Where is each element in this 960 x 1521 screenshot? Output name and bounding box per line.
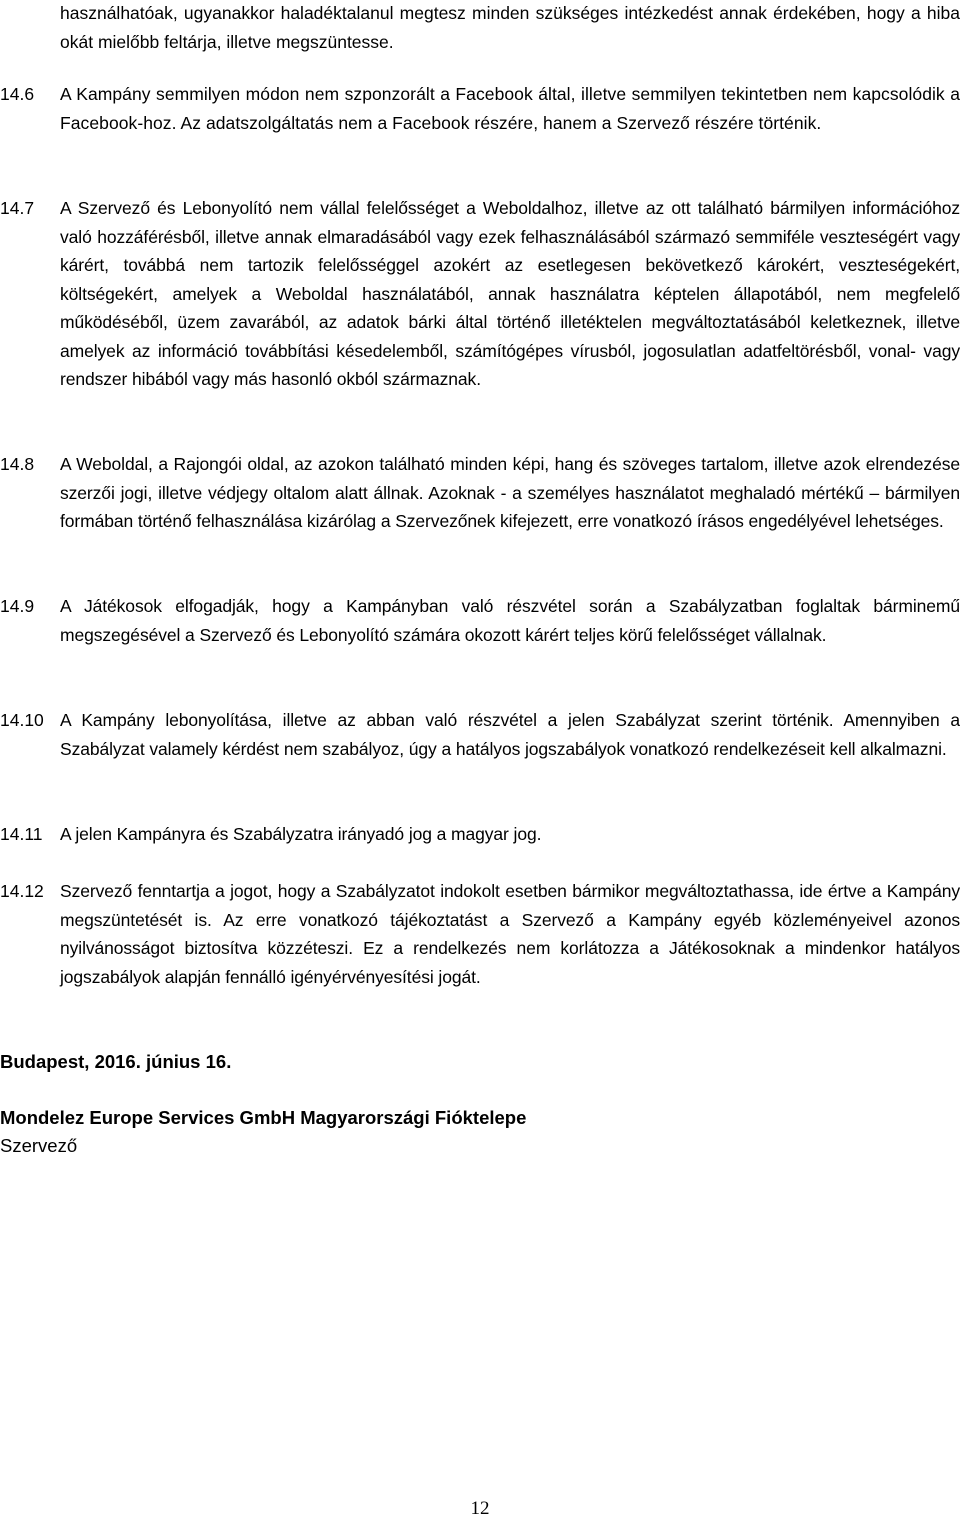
section-text: A Szervező és Lebonyolító nem vállal felelősséget a Weboldalhoz, illetve az ott található bármilyen információhoz való hozzáférésből, illetve annak elmaradásából vagy ezek felhasználásából származó semmiféle veszteségért vagy kárért, továbbá nem tartozik felelősséggel azokért az esetlegesen bekövetkező károkért, veszteségekért, költségekért, amelyek a Weboldal használatából, annak használatra képtelen állapotából, nem megfelelő működéséből, üzem zavarából, az adatok bárki által történő illetéktelen megváltoztatásából keletkeznek, illetve amelyek az információ továbbítási késedelemből, számítógépes vírusból, jogosulatlan adatfeltörésből, vonal- vagy rendszer hibából vagy más hasonló okból származnak. bbox=[60, 198, 960, 389]
organizer-role: Szervező bbox=[0, 1135, 78, 1156]
section-number: 14.8 bbox=[0, 454, 35, 474]
page-number: 12 bbox=[470, 1498, 490, 1519]
organizer-name: Mondelez Europe Services GmbH Magyarországi Fióktelepe bbox=[0, 1107, 527, 1128]
section-number: 14.9 bbox=[0, 596, 35, 616]
section-text: Szervező fenntartja a jogot, hogy a Szabályzatot indokolt esetben bármikor megváltoztathassa, ide értve a Kampány megszüntetését is. Az erre vonatkozó tájékoztatást a Szervező a Kampány egyéb közleményeivel azonos nyilvánosságot biztosítva közzéteszi. Ez a rendelkezés nem korlátozza a Játékosoknak a mindenkor hatályos jogszabályok alapján fennálló igényérvényesítési jogát. bbox=[60, 881, 960, 987]
section-text: A Kampány lebonyolítása, illetve az abban való részvétel a jelen Szabályzat szerint történik. Amennyiben a Szabályzat valamely kérdést nem szabályoz, úgy a hatályos jogszabályok vonatkozó rendelkezéseit kell alkalmazni. bbox=[60, 710, 960, 759]
section-number: 14.7 bbox=[0, 198, 35, 218]
place-date: Budapest, 2016. június 16. bbox=[0, 1051, 232, 1072]
section-text: A jelen Kampányra és Szabályzatra irányadó jog a magyar jog. bbox=[60, 824, 542, 844]
section-number: 14.10 bbox=[0, 710, 44, 730]
section-text: A Kampány semmilyen módon nem szponzorált a Facebook által, illetve semmilyen tekintetben nem kapcsolódik a Facebook-hoz. Az adatszolgáltatás nem a Facebook részére, hanem a Szervező részére történik. bbox=[60, 84, 960, 133]
section-text: A Weboldal, a Rajongói oldal, az azokon található minden képi, hang és szöveges tartalom, illetve azok elrendezése szerzői jogi, illetve védjegy oltalom alatt állnak. Azoknak - a személyes használatot meghaladó mértékű – bármilyen formában történő felhasználása kizárólag a Szervezőnek kifejezett, erre vonatkozó írásos engedélyével lehetséges. bbox=[60, 454, 960, 531]
section-number: 14.6 bbox=[0, 84, 35, 104]
intro-paragraph: használhatóak, ugyanakkor haladéktalanul megtesz minden szükséges intézkedést annak érdekében, hogy a hiba okát mielőbb feltárja, illetve megszüntesse. bbox=[60, 3, 960, 52]
section-number: 14.12 bbox=[0, 881, 44, 901]
section-number: 14.11 bbox=[0, 824, 43, 844]
section-text: A Játékosok elfogadják, hogy a Kampányban való részvétel során a Szabályzatban foglaltak bárminemű megszegésével a Szervező és Lebonyolító számára okozott kárért teljes körű felelősséget vállalnak. bbox=[60, 596, 960, 645]
